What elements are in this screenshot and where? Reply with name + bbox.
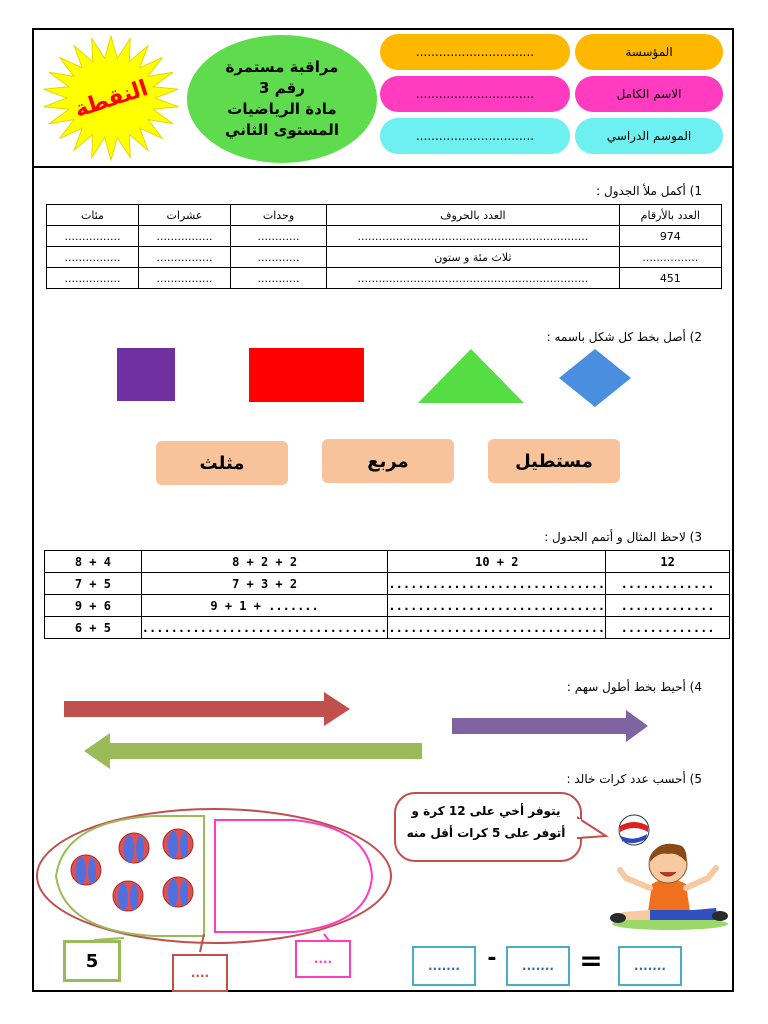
answer-box-green: 5 bbox=[63, 940, 121, 982]
beach-ball-icon bbox=[113, 881, 143, 911]
title-line-3: مادة الرياضيات bbox=[227, 100, 337, 118]
red-rectangle-shape[interactable] bbox=[249, 348, 364, 402]
q4-title: 4) أحيط بخط أطول سهم : bbox=[566, 680, 702, 694]
fullname-field[interactable]: ............................... bbox=[380, 76, 570, 112]
equals-sign: = bbox=[579, 944, 603, 977]
speech-text: يتوفر أخي على 12 كرة و أتوفر على 5 كرات أقل منه bbox=[406, 804, 566, 840]
green-arrow[interactable] bbox=[82, 731, 424, 773]
equation-box-3[interactable]: ....... bbox=[618, 946, 682, 986]
q1-header: العدد بالحروف bbox=[327, 205, 620, 226]
minus-sign: - bbox=[487, 946, 497, 971]
boy-illustration bbox=[598, 812, 730, 930]
fullname-label: الاسم الكامل bbox=[575, 76, 723, 112]
table-row: 6 + 5 .................................. .............................. ............. bbox=[45, 617, 730, 639]
equation-box-2[interactable]: ....... bbox=[506, 946, 570, 986]
header-divider bbox=[32, 166, 734, 168]
green-triangle-shape[interactable] bbox=[416, 348, 526, 404]
title-line-2: رقم 3 bbox=[259, 79, 305, 97]
name-box-rectangle[interactable]: مستطيل bbox=[488, 439, 620, 483]
purple-arrow[interactable] bbox=[450, 708, 650, 744]
name-box-square[interactable]: مربع bbox=[322, 439, 454, 483]
title-oval bbox=[187, 35, 377, 163]
balls-group bbox=[66, 828, 196, 918]
red-arrow[interactable] bbox=[62, 690, 352, 730]
title-line-1: مراقبة مستمرة bbox=[225, 58, 339, 76]
beach-ball-icon bbox=[119, 833, 149, 863]
table-row: 7 + 5 7 + 3 + 2 .............................. ............. bbox=[45, 573, 730, 595]
score-starburst bbox=[38, 34, 184, 162]
table-row: ................ ................ ............ .................................................................. 451 bbox=[47, 268, 722, 289]
purple-square-shape[interactable] bbox=[117, 348, 175, 401]
q1-header: العدد بالأرقام bbox=[619, 205, 721, 226]
q5-title: 5) أحسب عدد كرات خالد : bbox=[566, 772, 702, 786]
table-row: ................ ................ ............ ثلاث مئة و ستون ................ bbox=[47, 247, 722, 268]
name-box-triangle[interactable]: مثلث bbox=[156, 441, 288, 485]
blue-diamond-shape[interactable] bbox=[558, 348, 632, 408]
title-line-4: المستوى الثاني bbox=[225, 121, 339, 139]
q3-title: 3) لاحظ المثال و أتمم الجدول : bbox=[544, 530, 702, 544]
table-row: 8 + 4 8 + 2 + 2 10 + 2 12 bbox=[45, 551, 730, 573]
q1-header: مئات bbox=[47, 205, 139, 226]
school-year-field[interactable]: ............................... bbox=[380, 118, 570, 154]
table-row: 9 + 6 9 + 1 + ....... .............................. ............. bbox=[45, 595, 730, 617]
q1-header: عشرات bbox=[138, 205, 230, 226]
q1-header: وحدات bbox=[230, 205, 326, 226]
beach-ball-icon bbox=[71, 855, 101, 885]
q1-title: 1) أكمل ملأ الجدول : bbox=[596, 184, 702, 198]
school-year-label: الموسم الدراسي bbox=[575, 118, 723, 154]
answer-box-red[interactable]: .... bbox=[172, 954, 228, 992]
q3-table bbox=[44, 550, 730, 639]
q2-title: 2) أصل بخط كل شكل باسمه : bbox=[546, 330, 702, 344]
score-label: النقطة bbox=[71, 75, 152, 123]
beach-ball-icon bbox=[163, 829, 193, 859]
beach-ball-icon bbox=[163, 877, 193, 907]
equation-box-1[interactable]: ....... bbox=[412, 946, 476, 986]
table-row: ................ ................ ............ .................................................................. 974 bbox=[47, 226, 722, 247]
answer-box-pink[interactable]: .... bbox=[295, 940, 351, 978]
school-label: المؤسسة bbox=[575, 34, 723, 70]
q1-table bbox=[46, 204, 722, 289]
school-field[interactable]: ............................... bbox=[380, 34, 570, 70]
